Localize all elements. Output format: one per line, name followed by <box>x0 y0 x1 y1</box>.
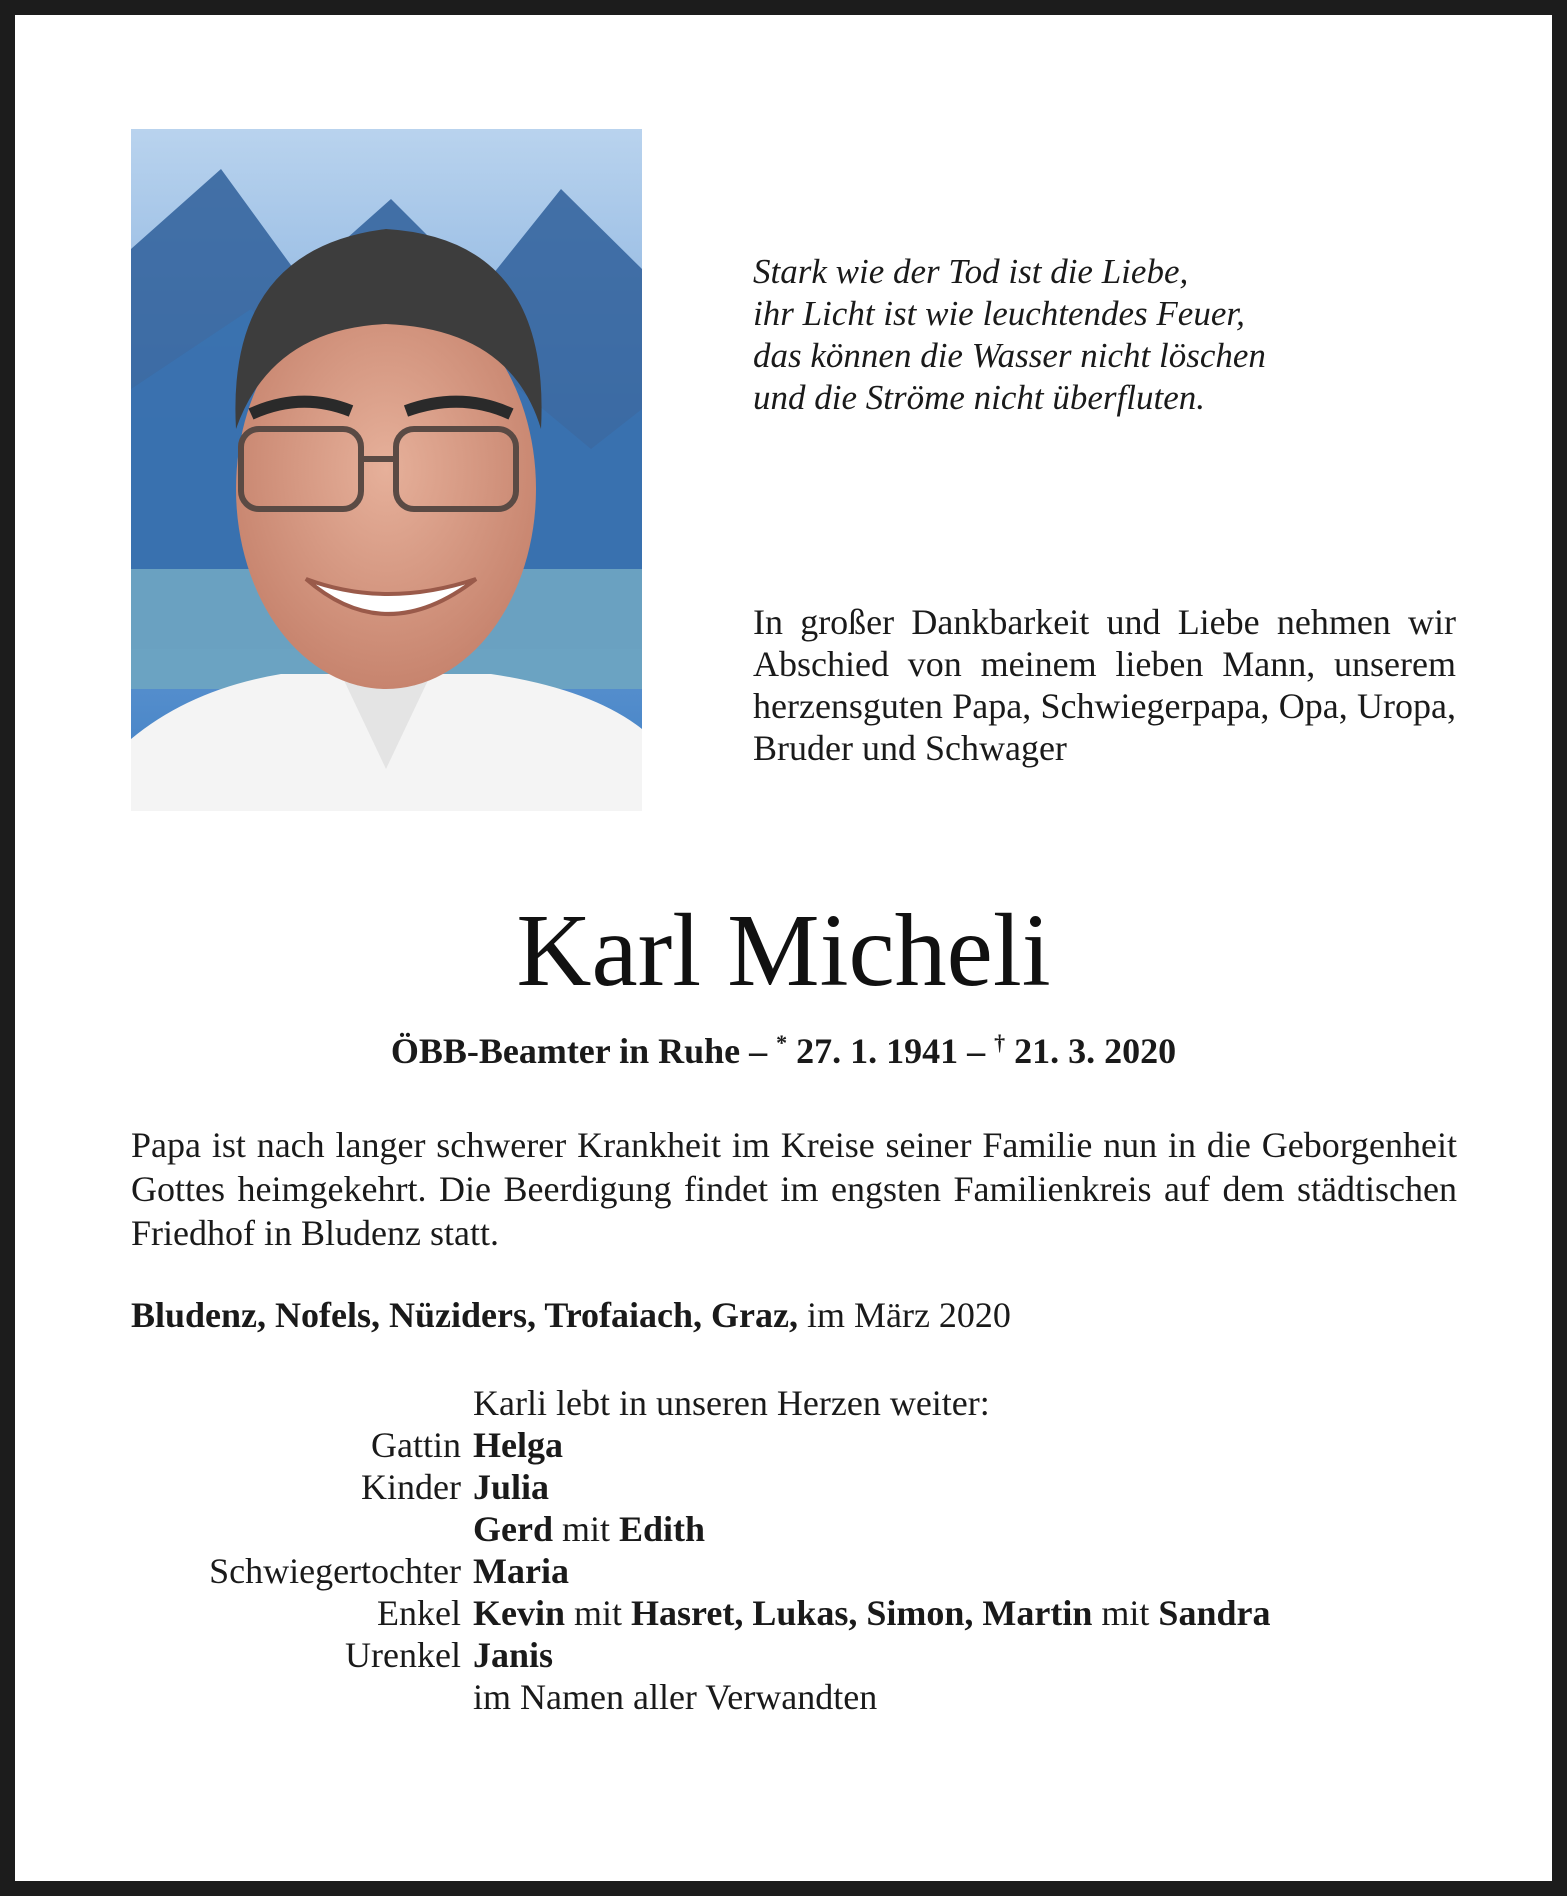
family-names <box>473 1550 569 1592</box>
family-member-name: Hasret, Lukas, Simon, Martin <box>631 1593 1093 1633</box>
family-role: Enkel <box>377 1593 461 1633</box>
family-role: Urenkel <box>345 1635 461 1675</box>
profession: ÖBB-Beamter in Ruhe <box>390 1031 741 1071</box>
separator: – <box>958 1031 995 1071</box>
deceased-name: Karl Micheli <box>516 893 1051 1008</box>
family-row <box>131 1592 1457 1634</box>
family-row <box>131 1466 1457 1508</box>
family-role <box>131 1508 473 1550</box>
family-member-name: Sandra <box>1158 1593 1271 1633</box>
family-member-name: Julia <box>473 1467 550 1507</box>
separator: – <box>740 1031 777 1071</box>
places-line <box>131 1293 1457 1337</box>
family-row <box>131 1550 1457 1592</box>
family-member-name: Helga <box>473 1425 563 1465</box>
death-symbol: † <box>994 1030 1006 1055</box>
family-role: Schwiegertochter <box>209 1551 461 1591</box>
verse-line: und die Ströme nicht überfluten. <box>753 378 1206 417</box>
family-connector: mit <box>552 1509 619 1549</box>
family-connector: mit <box>565 1593 632 1633</box>
family-connector: mit <box>1092 1593 1159 1633</box>
birth-date: 27. 1. 1941 <box>787 1031 959 1071</box>
subtitle <box>15 1021 1552 1073</box>
family-names <box>473 1466 549 1508</box>
family-member-name: Janis <box>473 1635 554 1675</box>
family-connector: im Namen aller Verwandten <box>473 1677 878 1717</box>
intro-text: In großer Dankbarkeit und Liebe nehmen wir Abschied von meinem lieben Mann, unserem herzensguten Papa, Schwiegerpapa, Opa, Uropa, Bruder und Schwager <box>753 602 1456 768</box>
family-names <box>473 1508 705 1550</box>
verse-line: Stark wie der Tod ist die Liebe, <box>753 252 1189 291</box>
family-list <box>131 1382 1457 1718</box>
verse-line: ihr Licht ist wie leuchtendes Feuer, <box>753 294 1245 333</box>
verse <box>753 251 1473 419</box>
family-names <box>473 1424 563 1466</box>
family-row <box>131 1634 1457 1676</box>
family-member-name: Kevin <box>473 1593 566 1633</box>
family-names <box>473 1676 877 1718</box>
family-row <box>131 1424 1457 1466</box>
place-names: Bludenz, Nofels, Nüziders, Trofaiach, Graz, <box>131 1295 798 1335</box>
family-row <box>131 1676 1457 1718</box>
death-date: 21. 3. 2020 <box>1005 1031 1177 1071</box>
verse-line: das können die Wasser nicht löschen <box>753 336 1266 375</box>
family-member-name: Edith <box>619 1509 706 1549</box>
family-rows <box>131 1424 1457 1718</box>
family-role <box>131 1676 473 1718</box>
place-date: im März 2020 <box>797 1295 1011 1335</box>
portrait-photo-icon <box>131 129 642 811</box>
body-text: Papa ist nach langer schwerer Krankheit im Kreise seiner Familie nun in die Geborgenheit Gottes heimgekehrt. Die Beerdigung findet im engsten Familienkreis auf dem städtischen Friedhof in Bludenz statt. <box>131 1125 1457 1253</box>
family-role: Kinder <box>361 1467 461 1507</box>
family-names <box>473 1634 553 1676</box>
portrait-photo <box>131 129 642 811</box>
family-row <box>131 1508 1457 1550</box>
family-names <box>473 1592 1270 1634</box>
family-role: Gattin <box>371 1425 461 1465</box>
family-lead: Karli lebt in unseren Herzen weiter: <box>473 1383 990 1423</box>
family-member-name: Gerd <box>473 1509 553 1549</box>
birth-symbol: * <box>776 1030 788 1055</box>
family-member-name: Maria <box>473 1551 569 1591</box>
